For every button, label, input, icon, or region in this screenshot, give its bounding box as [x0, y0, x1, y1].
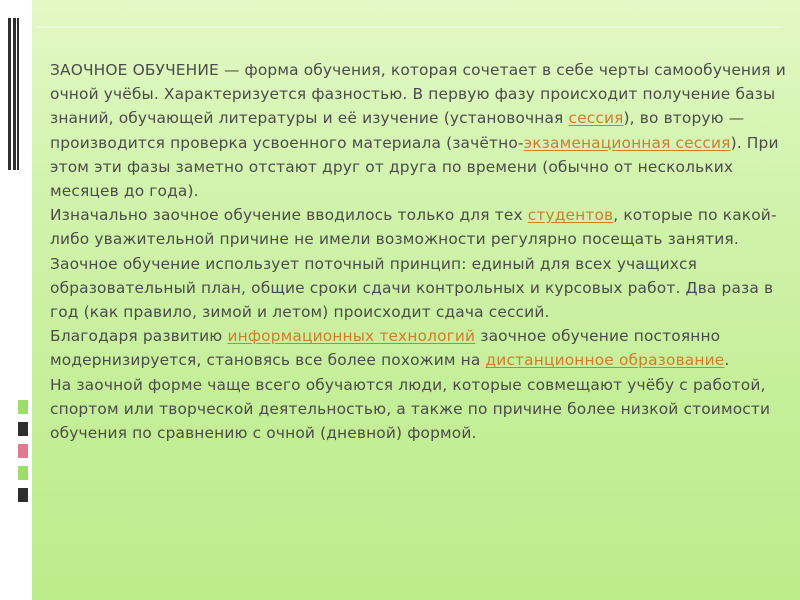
paragraph: [50, 324, 788, 372]
paragraph-text: ). При этом эти фазы заметно отстают друг от друга по времени (обычно от нескольких месяцев до года).: [50, 133, 779, 201]
paragraph-text: На заочной форме чаще всего обучаются люди, которые совмещают учёбу с работой, спортом или творческой деятельностью, а также по причине более низкой стоимости обучения по сравнению с очной (дневной) формой.: [50, 375, 771, 443]
top-divider: [36, 26, 782, 28]
inline-link[interactable]: экзаменационная сессия: [523, 133, 731, 152]
deco-square: [18, 444, 28, 458]
paragraph: [50, 58, 788, 203]
inline-link[interactable]: сессия: [568, 109, 624, 128]
decorative-squares-icon: [16, 400, 30, 510]
deco-square: [18, 422, 28, 436]
inline-link[interactable]: дистанционное образование: [485, 351, 725, 370]
deco-bar: [17, 18, 19, 170]
decorative-bars-icon: [6, 18, 20, 178]
deco-square: [18, 488, 28, 502]
paragraph: [50, 203, 788, 324]
deco-square: [18, 466, 28, 480]
paragraph-text: ЗАОЧНОЕ ОБУЧЕНИЕ — форма обучения, которая сочетает в себе черты самообучения и очной учёбы. Характеризуется фазностью. В первую фазу происходит получение базы знаний, обучающей литературы и её изучение (установочная: [50, 61, 786, 128]
deco-bar: [13, 18, 16, 170]
slide-body-text: [50, 58, 788, 445]
deco-square: [18, 400, 28, 414]
paragraph-text: .: [724, 351, 730, 370]
paragraph-text: , которые по какой-либо уважительной причине не имели возможности регулярно посещать занятия. Заочное обучение использует поточный принцип: единый для всех учащихся образовательный план, общие сроки сдачи контрольных и курсовых работ. Два раза в год (как правило, зимой и летом) происходит сдача сессий.: [50, 206, 777, 322]
inline-link[interactable]: студентов: [527, 206, 614, 225]
inline-link[interactable]: информационных технологий: [227, 327, 476, 346]
paragraph-text: ), во вторую — производится проверка усвоенного материала (зачётно-: [50, 109, 745, 152]
paragraph: [50, 373, 788, 446]
paragraph-text: Изначально заочное обучение вводилось только для тех: [50, 206, 528, 225]
paragraph-text: Благодаря развитию: [50, 327, 228, 346]
paragraph-text: заочное обучение постоянно модернизируется, становясь все более похожим на: [50, 327, 721, 370]
deco-bar: [8, 18, 11, 170]
